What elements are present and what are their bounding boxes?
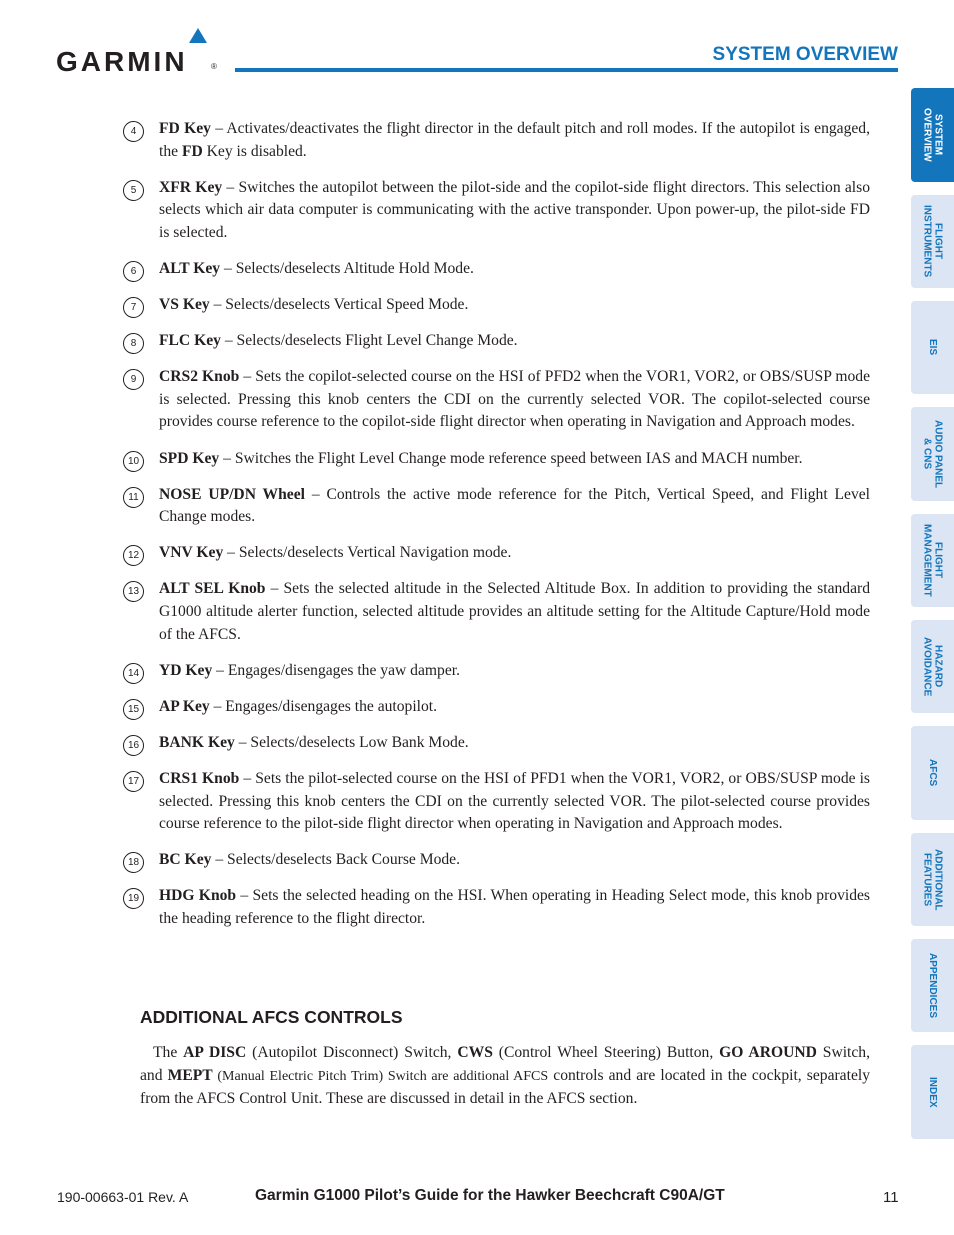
item-text: – Switches the Flight Level Change mode reference speed between IAS and MACH number. (219, 449, 803, 467)
key-name: ALT SEL Knob (159, 580, 266, 598)
tab-flight-instruments[interactable] (911, 195, 954, 288)
callout-number: 8 (123, 333, 144, 354)
list-item (120, 885, 870, 930)
tab-hazard-avoidance[interactable] (911, 620, 954, 713)
callout-number: 11 (123, 487, 144, 508)
item-text: – Engages/disengages the yaw damper. (212, 661, 460, 679)
logo-text: GARMIN (56, 46, 188, 77)
callout-number: 6 (123, 261, 144, 282)
para-text: (Autopilot Disconnect) Switch, (246, 1044, 458, 1061)
logo-triangle-icon (189, 28, 207, 43)
garmin-logo (56, 28, 221, 76)
tab-label: FLIGHT MANAGEMENT (921, 524, 944, 597)
tab-system-overview[interactable] (911, 88, 954, 182)
list-item (120, 660, 870, 683)
list-item (120, 258, 870, 281)
tab-index[interactable] (911, 1045, 954, 1139)
key-name: FLC Key (159, 332, 221, 350)
item-text: – Selects/deselects Back Course Mode. (211, 851, 460, 869)
item-text: – Engages/disengages the autopilot. (209, 697, 438, 715)
list-item (120, 484, 870, 529)
callout-number: 18 (123, 852, 144, 873)
key-name: VNV Key (159, 544, 224, 562)
callout-number: 12 (123, 545, 144, 566)
item-text: – Switches the autopilot between the pilot-side and the copilot-side flight directors. This selection also selects which air data computer is communicating with the active transponder. Upon power-up, the pilot-side FD is selected. (159, 178, 871, 241)
item-text: – Selects/deselects Altitude Hold Mode. (220, 259, 474, 277)
section-title: SYSTEM OVERVIEW (712, 44, 898, 65)
tab-label: AFCS (927, 759, 938, 787)
tab-label: APPENDICES (927, 952, 938, 1018)
tab-label: SYSTEM OVERVIEW (921, 108, 944, 162)
callout-number: 17 (123, 771, 144, 792)
para-bold: CWS (457, 1044, 493, 1061)
registered-mark: ® (211, 62, 217, 71)
key-name: FD Key (159, 120, 211, 137)
item-text: – Selects/deselects Low Bank Mode. (234, 733, 469, 751)
item-text: – Activates/deactivates the flight director in the default pitch and roll modes. If the autopilot is engaged, the (159, 120, 870, 160)
key-name: HDG Knob (159, 887, 237, 905)
tab-additional-features[interactable] (911, 833, 954, 926)
tab-appendices[interactable] (911, 939, 954, 1032)
item-text: – Sets the copilot-selected course on the HSI of PFD2 when the VOR1, VOR2, or OBS/SUSP mode is selected. Pressing this knob centers the CDI on the currently selected VOR. The copilot-selected course provides course reference to the copilot-side flight director when operating in Navigation and Approach modes. (159, 368, 870, 431)
footer-title: Garmin G1000 Pilot’s Guide for the Hawker Beechcraft C90A/GT (255, 1187, 725, 1204)
list-item (120, 448, 870, 471)
item-text: Key is disabled. (202, 142, 307, 160)
callout-number: 4 (123, 121, 144, 142)
list-item (120, 366, 870, 434)
item-text: – Sets the selected altitude in the Selected Altitude Box. In addition to providing the standard G1000 altitude alerter function, selected altitude provides an altitude setting for the Altitude Capture/Hold mode of the AFCS. (159, 580, 871, 643)
section-heading: ADDITIONAL AFCS CONTROLS (140, 1007, 403, 1027)
key-name: SPD Key (159, 449, 220, 467)
callout-number: 15 (123, 699, 144, 720)
key-name: CRS1 Knob (159, 769, 240, 787)
callout-number: 7 (123, 297, 144, 318)
key-name: ALT Key (159, 259, 221, 277)
para-bold: GO AROUND (719, 1044, 817, 1061)
callout-number: 9 (123, 369, 144, 390)
tab-label: ADDITIONAL FEATURES (921, 848, 944, 911)
callout-number: 19 (123, 888, 144, 909)
header-rule (235, 68, 898, 72)
list-item (120, 294, 870, 317)
para-bold: MEPT (167, 1066, 213, 1084)
para-text: (Manual Electric Pitch Trim) Switch are additional AFCS (212, 1068, 549, 1084)
list-item (120, 696, 870, 719)
key-name: CRS2 Knob (159, 368, 240, 386)
item-text: – Sets the pilot-selected course on the HSI of PFD1 when the VOR1, VOR2, or OBS/SUSP mode is selected. Pressing this knob centers the CDI on the currently selected VOR. The pilot-selected course provides course reference to the pilot-side flight director when operating in Navigation and Approach modes. (159, 769, 870, 833)
list-item (120, 732, 870, 755)
key-description-list (120, 118, 870, 944)
callout-number: 5 (123, 180, 144, 201)
item-bold: FD (181, 142, 203, 160)
para-text: Switch, and (140, 1044, 870, 1084)
para-bold: AP DISC (183, 1044, 247, 1061)
list-item (120, 849, 870, 872)
item-text: – Controls the active mode reference for the Pitch, Vertical Speed, and Flight Level Change modes. (159, 485, 871, 526)
list-item (120, 118, 870, 163)
callout-number: 14 (123, 663, 144, 684)
list-item (120, 177, 870, 245)
list-item (120, 542, 870, 565)
item-text: – Selects/deselects Flight Level Change Mode. (220, 332, 518, 350)
tab-afcs[interactable] (911, 726, 954, 820)
tab-eis[interactable] (911, 301, 954, 394)
list-item (120, 768, 870, 836)
tab-audio-panel-cns[interactable] (911, 407, 954, 501)
tab-label: EIS (927, 339, 938, 356)
additional-controls-paragraph (140, 1042, 870, 1111)
key-name: YD Key (159, 661, 213, 679)
key-name: NOSE UP/DN Wheel (159, 485, 305, 503)
tab-label: INDEX (927, 1076, 938, 1108)
key-name: VS Key (159, 296, 210, 314)
item-text: – Selects/deselects Vertical Speed Mode. (209, 296, 469, 314)
tab-label: AUDIO PANEL & CNS (921, 419, 944, 489)
para-text: controls and are located in the cockpit, separately from the AFCS Control Unit. These are discussed in detail in the AFCS section. (140, 1066, 870, 1108)
tab-flight-management[interactable] (911, 514, 954, 607)
para-text: The (153, 1044, 184, 1061)
key-name: BANK Key (159, 733, 235, 751)
list-item (120, 330, 870, 353)
document-number: 190-00663-01 Rev. A (57, 1189, 189, 1205)
tab-label: FLIGHT INSTRUMENTS (921, 205, 944, 278)
item-text: – Sets the selected heading on the HSI. When operating in Heading Select mode, this knob provides the heading reference to the flight director. (159, 887, 870, 927)
callout-number: 13 (123, 581, 144, 602)
page-number: 11 (883, 1189, 899, 1206)
key-name: AP Key (159, 697, 210, 715)
list-item (120, 578, 870, 646)
item-text: – Selects/deselects Vertical Navigation mode. (223, 544, 512, 562)
callout-number: 16 (123, 735, 144, 756)
tab-label: HAZARD AVOIDANCE (921, 636, 944, 697)
callout-number: 10 (123, 451, 144, 472)
key-name: BC Key (159, 851, 212, 869)
key-name: XFR Key (159, 178, 223, 196)
para-text: (Control Wheel Steering) Button, (492, 1044, 720, 1061)
